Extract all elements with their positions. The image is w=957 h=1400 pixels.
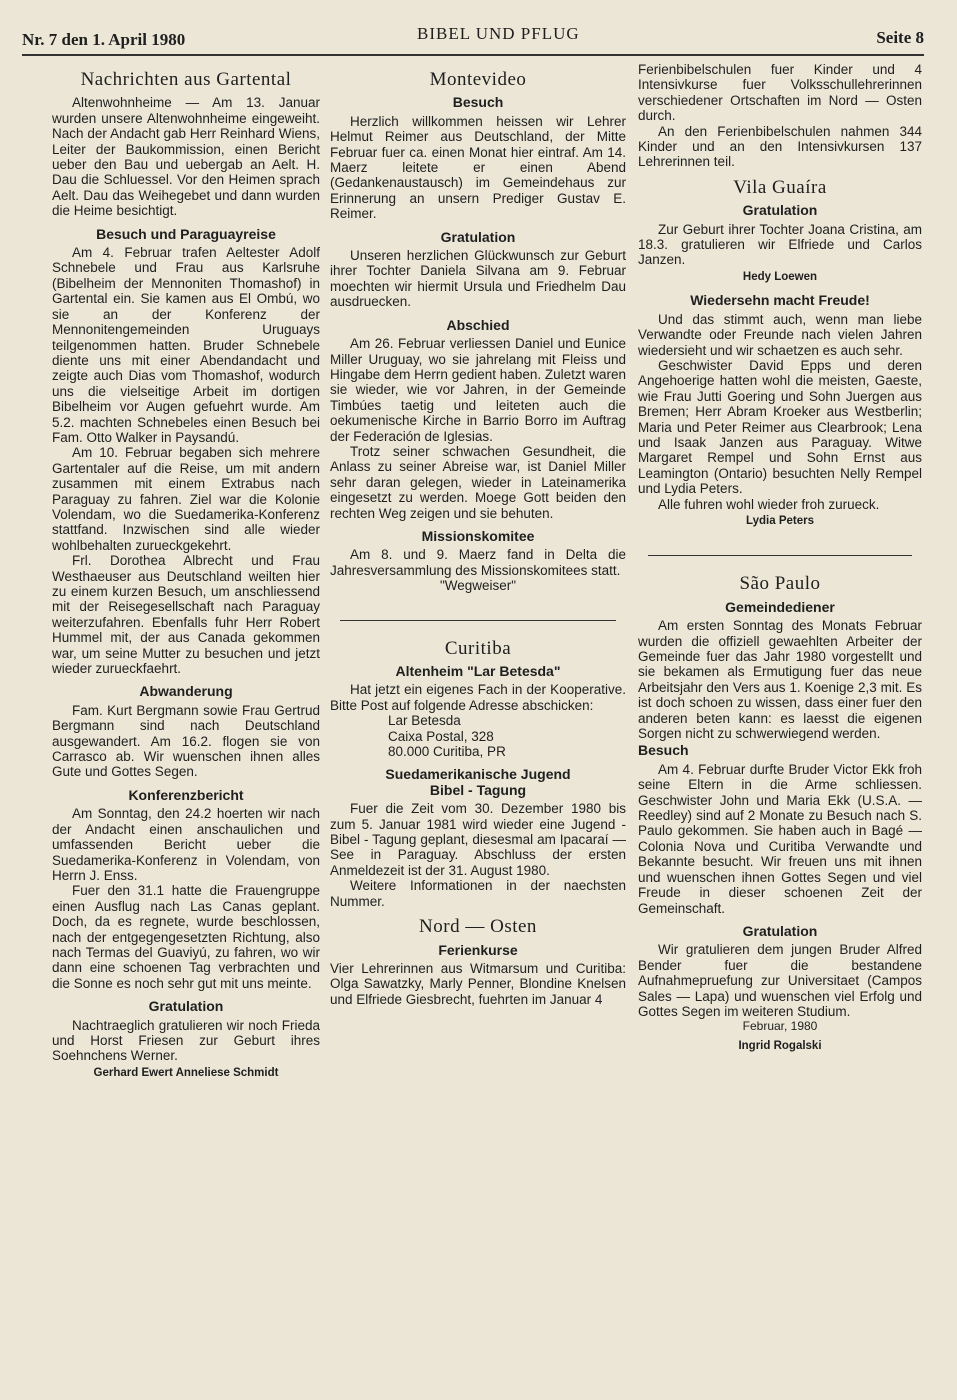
article-gratulation: Unseren herzlichen Glückwunsch zur Geburt ihrer Tochter Daniela Silvana am 9. Februar moechten wir hiermit Ursula und Friedhelm Dau ausdruecken. [330, 248, 626, 310]
subheading-gratulation: Gratulation [742, 202, 818, 219]
article-abschied-1: Am 26. Februar verliessen Daniel und Eunice Miller Uruguay, wo sie jahrelang mit Fleiss und Hingabe dem Herrn gedient haben. Zuletzt waren sie wieder, wie vor Jahren, in der Gemeinde Timbúes taetig und leiteten auch die oekumenische Kirche in Barrio Borro im Auftrag der Federación de Iglesias. [330, 336, 626, 444]
subheading-jugend-2: Bibel - Tagung [429, 781, 527, 798]
article-besuch-2: Am 10. Februar begaben sich mehrere Gartentaler auf die Reise, um mit andern zusammen mit einem Extrabus nach Paraguay zu fahren. Ziel war die Kolonie Volendam, wo die Suedamerika-Konferenz stattfand. Inzwischen sind alle wieder wohlbehalten zurueckgekehrt. [52, 445, 320, 553]
subheading-gratulation: Gratulation [148, 998, 224, 1015]
article-besuch-1: Am 4. Februar trafen Aeltester Adolf Schnebele und Frau aus Karlsruhe (Bibelheim der Mennoniten Thomashof) in Gartental ein. Sie kamen aus El Ombú, wo sie an der Konferenz der Mennonitengemeinden Uruguays teilgenommen hatten. Bruder Schnebele diente uns mit einer Abendandacht und zeigte auch Dias vom Thomashof, wodurch uns die vielseitige Arbeit im dortigen Bibelheim vor Augen gefuehrt wurde. Am 5.2. machten Schnebeles einen Besuch bei Fam. Otto Walker in Paysandú. [52, 245, 320, 445]
article-gratulation: Nachtraeglich gratulieren wir noch Frieda und Horst Friesen zur Geburt ihres Soehnchens Werner. [52, 1017, 320, 1064]
article-abwanderung: Fam. Kurt Bergmann sowie Frau Gertrud Bergmann sind nach Deutschland ausgewandert. Am 16.2. flogen sie von Carrasco ab. Wir wuenschen ihnen alles Gute und Gottes Segen. [52, 702, 320, 780]
column-1 [52, 62, 320, 1085]
section-title-vila-guaira: Vila Guaíra [733, 176, 827, 198]
article-jugend-1: Fuer die Zeit vom 30. Dezember 1980 bis zum 5. Januar 1981 wird wieder eine Jugend - Bibel - Tagung geplant, diesesmal am Ipacaraí — See in Paraguay. Abschluss der ersten Anmeldezeit ist der 31. August 1980. [330, 801, 626, 878]
section-title-sao-paulo: São Paulo [739, 573, 821, 595]
subheading-gratulation-2: Gratulation [742, 922, 818, 939]
masthead-title: BIBEL UND PFLUG [417, 24, 580, 43]
article-ferienkurse: Vier Lehrerinnen aus Witmarsum und Curitiba: Olga Sawatzky, Marly Penner, Blondine Knelsen und Elfriede Giesbrecht, fuehrten im Januar 4 [330, 960, 626, 1007]
column-3 [638, 62, 922, 1058]
subheading-besuch: Besuch [452, 94, 504, 111]
section-title-montevideo: Montevideo [429, 69, 527, 90]
issue-date: Nr. 7 den 1. April 1980 [22, 30, 186, 49]
article-besuch: Herzlich willkommen heissen wir Lehrer Helmut Reimer aus Deutschland, der Mitte Februar fuer ca. einen Monat hier eintraf. Am 14. Maerz leitete er einen Abend (Gedankenaustausch) im Gemeindehaus zur Erinnerung an unsern Prediger Gustav E. Reimer. [330, 113, 626, 222]
article-gemeindediener: Am ersten Sonntag des Monats Februar wurden die offiziell gewaehlten Arbeiter der Gemeinde fuer das Jahr 1980 vorgestellt und sie bekamen als Ermutigung fuer das neue Arbeitsjahr den Vers aus 1. Koenige 2,3 mit. Es ist doch schoen zu wissen, dass einer fuer den anderen beten kann: es laesst die eigenen Sorgen nicht zu schwerwiegend werden. [638, 618, 922, 742]
subheading-gratulation: Gratulation [440, 228, 516, 245]
subheading-jugend-1: Suedamerikanische Jugend [385, 766, 571, 783]
subheading-wiedersehn: Wiedersehn macht Freude! [690, 292, 870, 309]
subheading-missionskomitee: Missionskomitee [421, 527, 535, 544]
article-date: Februar, 1980 [742, 1019, 818, 1034]
section-divider [340, 620, 616, 621]
column-2 [330, 62, 626, 1007]
subheading-konferenzbericht: Konferenzbericht [128, 786, 244, 803]
subheading-altenheim: Altenheim "Lar Betesda" [395, 663, 561, 679]
address-line-3: 80.000 Curitiba, PR [388, 744, 506, 760]
article-konferenz-1: Am Sonntag, den 24.2 hoerten wir nach der Andacht einen anschaulichen und umfassenden Bericht ueber die Suedamerika-Konferenz in Volendam, von Herrn J. Enss. [52, 806, 320, 883]
signature: Gerhard Ewert Anneliese Schmidt [93, 1066, 279, 1079]
signature-lydia: Lydia Peters [746, 514, 814, 527]
signature-ingrid: Ingrid Rogalski [738, 1039, 822, 1052]
section-title-curitiba: Curitiba [444, 637, 512, 659]
article-ferienkurse-continued: Ferienbibelschulen fuer Kinder und 4 Intensivkurse fuer Volksschullehrerinnen verschiedener Ortschaften im Nord — Osten durch. [638, 62, 922, 124]
address-line-2: Caixa Postal, 328 [388, 728, 494, 744]
source-credit: "Wegweiser" [439, 578, 517, 594]
article-jugend-2: Weitere Informationen in der naechsten Nummer. [330, 878, 626, 909]
subheading-gemeindediener: Gemeindediener [725, 598, 835, 615]
subheading-besuch-paraguay: Besuch und Paraguayreise [96, 225, 276, 242]
article-wiedersehn-3: Alle fuhren wohl wieder froh zurueck. [658, 496, 880, 512]
section-title-gartental: Nachrichten aus Gartental [80, 69, 292, 90]
article-wiedersehn-2: Geschwister David Epps und deren Angehoerige hatten wohl die meisten, Gaeste, wie Frau Jutti Goering und Sohn Juergen aus Bremen; Herr Abram Kroeker aus Westberlin; Maria und Peter Reimer aus Clearbrook; Lena und Isaak Janzen aus Paraguay. Witwe Margaret Rempel und Sohn Ernst aus Leamington (Ontario) besuchten Nelly Rempel und Lydia Peters. [638, 357, 922, 497]
article-gratulation: Zur Geburt ihrer Tochter Joana Cristina, am 18.3. gratulieren wir Elfriede und Carlos Janzen. [638, 221, 922, 268]
article-wiedersehn-1: Und das stimmt auch, wenn man liebe Verwandte oder Freunde nach vielen Jahren wiedersieht und wir schaetzen es auch sehr. [638, 311, 922, 358]
subheading-abwanderung: Abwanderung [139, 683, 233, 700]
subheading-besuch: Besuch [638, 742, 689, 759]
page-header [22, 22, 924, 56]
section-title-nord-osten: Nord — Osten [419, 916, 537, 938]
page-number: Seite 8 [876, 28, 924, 47]
article-besuch-3: Frl. Dorothea Albrecht und Frau Westhaeuser aus Deutschland weilten hier zu einem kurzen Besuch, um anschliessend mit der Reisegesellschaft nach Paraguay weiterzufahren. Ebenfalls fuhr Herr Robert Hummel mit, der aus Canada gekommen war, um seine Mutter zu besuchen und jetzt wieder zurueckfaehrt. [52, 553, 320, 677]
subheading-abschied: Abschied [446, 316, 510, 333]
signature-hedy: Hedy Loewen [742, 270, 818, 283]
section-divider [648, 555, 912, 556]
article-abschied-2: Trotz seiner schwachen Gesundheit, die Anlass zu seiner Abreise war, ist Daniel Miller sehr daran gelegen, wieder in Lateinamerika eingesetzt zu werden. Moege Gott beiden den rechten Weg zeigen und sie behuten. [330, 443, 626, 521]
article-altenwohnheime: Altenwohnheime — Am 13. Januar wurden unsere Altenwohnheime eingeweiht. Nach der Andacht gab Herr Reinhard Wiens, Leiter der Baukommission, einen Bericht ueber den Bau und uebergab an Aelt. H. Dau die Schluessel. Vor den Heimen sprach Aelt. Dau das Weihegebet und dann wurden die Heime besichtigt. [52, 95, 320, 219]
article-konferenz-2: Fuer den 31.1 hatte die Frauengruppe einen Ausflug nach Las Canas geplant. Doch, da es regnete, wurde beschlossen, nach der entgegengesetzten Richtung, also nach Termas del Guaviyú, zu fahren, wo wir dann eine schoenen Tag verbrachten und die Sonne es noch sehr gut mit uns meinte. [52, 883, 320, 991]
article-altenheim: Hat jetzt ein eigenes Fach in der Kooperative. Bitte Post auf folgende Adresse abschicken: [330, 682, 626, 713]
address-line-1: Lar Betesda [388, 713, 461, 729]
article-gratulation-2: Wir gratulieren dem jungen Bruder Alfred Bender fuer die bestandene Aufnahmepruefung zur Universitaet (Campos Sales — Lapa) und wuenschen viel Erfolg und Gottes Segen im weiteren Studium. [638, 942, 922, 1019]
subheading-ferienkurse: Ferienkurse [438, 941, 518, 958]
article-besuch: Am 4. Februar durfte Bruder Victor Ekk froh seine Eltern in die Arme schliessen. Geschwister John und Maria Ekk (U.S.A. — Reedley) sind auf 2 Monate zu Besuch nach S. Paulo gekommen. Sie haben auch in Bagé — Colonia Nova und Curitiba Verwandte und Bekannte besucht. Wir freuen uns mit ihnen und wuenschen ihnen Gottes Segen und viel Freude in dieser schoenen Zeit der Gemeinschaft. [638, 761, 922, 916]
article-missionskomitee: Am 8. und 9. Maerz fand in Delta die Jahresversammlung des Missionskomitees statt. [330, 547, 626, 578]
article-ferienkurse-continued-2: An den Ferienbibelschulen nahmen 344 Kinder und an den Intensivkursen 137 Lehrerinnen teil. [638, 123, 922, 170]
